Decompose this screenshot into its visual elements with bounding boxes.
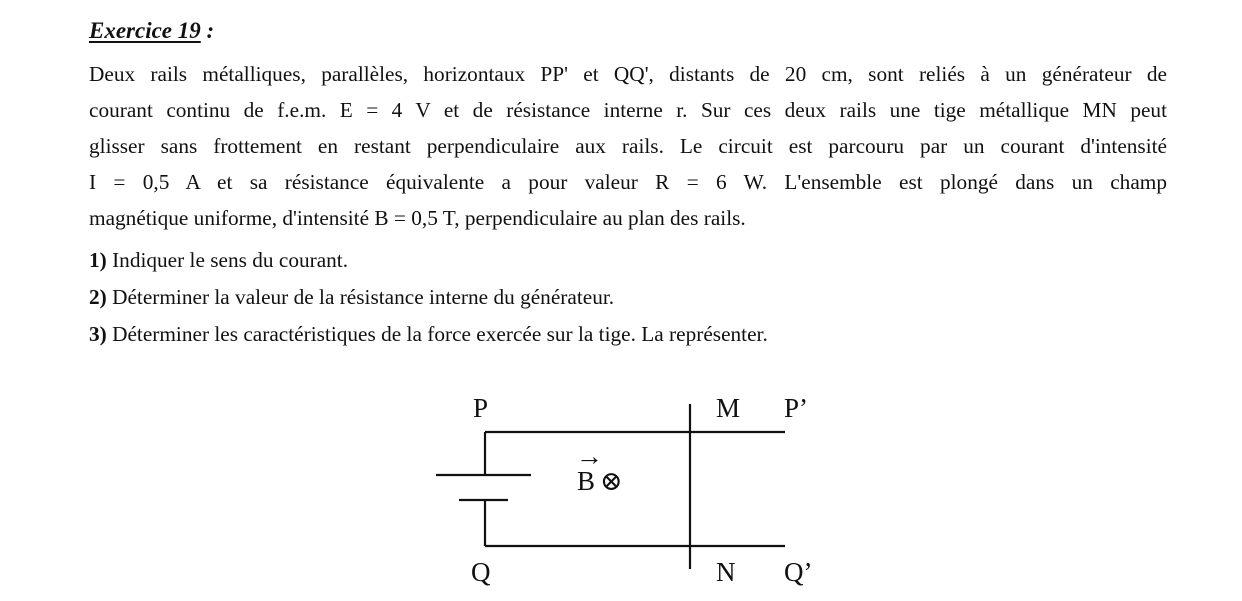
label-q-prime: Q’ — [784, 557, 813, 587]
statement-line: Deux rails métalliques, parallèles, horizontaux PP' et QQ', distants de 20 cm, sont reliés à un générateur de — [89, 62, 1167, 86]
label-m: M — [716, 393, 741, 423]
exercise-title-suffix: : — [200, 18, 215, 43]
statement-line: magnétique uniforme, d'intensité B = 0,5 T, perpendiculaire au plan des rails. — [89, 206, 746, 230]
b-into-page-icon: ⊗ — [600, 466, 623, 496]
question-number: 1) — [89, 248, 107, 272]
question-text: Déterminer la valeur de la résistance interne du générateur. — [106, 285, 615, 309]
statement-line: courant continu de f.e.m. E = 4 V et de résistance interne r. Sur ces deux rails une tige métallique MN peut — [89, 98, 1167, 122]
label-b: B — [577, 466, 596, 496]
question-text: Indiquer le sens du courant. — [106, 248, 349, 272]
label-n: N — [716, 557, 736, 587]
exercise-title-text: Exercice 19 — [89, 18, 201, 43]
statement-line: I = 0,5 A et sa résistance équivalente a pour valeur R = 6 W. L'ensemble est plongé dans un champ — [89, 170, 1167, 194]
label-p: P — [473, 393, 489, 423]
question-number: 3) — [89, 322, 107, 346]
label-q: Q — [471, 557, 491, 587]
statement-line: glisser sans frottement en restant perpendiculaire aux rails. Le circuit est parcouru par un courant d'intensité — [89, 134, 1167, 158]
label-p-prime: P’ — [784, 393, 809, 423]
question-text: Déterminer les caractéristiques de la force exercée sur la tige. La représenter. — [106, 322, 768, 346]
question-number: 2) — [89, 285, 107, 309]
b-vector-arrow: → — [576, 441, 603, 471]
